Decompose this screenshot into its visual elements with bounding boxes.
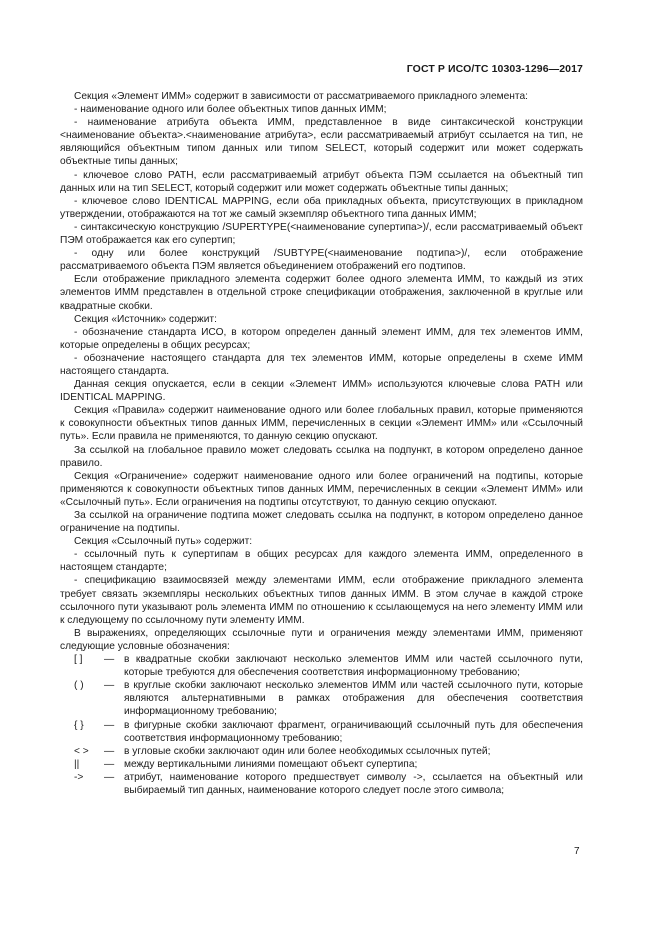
paragraph: За ссылкой на глобальное правило может следовать ссылка на подпункт, в котором определено данное правило. xyxy=(60,444,583,469)
list-item: - наименование атрибута объекта ИММ, представленное в виде синтаксической конструкции <наименование объекта>.<наименование атрибута>, если рассматриваемый атрибут ссылается на тип, не являющийся объектным типом данных или типом SELECT, который содержит или может содержать объектные типы данных; xyxy=(60,117,583,168)
document-body xyxy=(60,90,583,797)
definition-symbol: || xyxy=(74,758,80,770)
list-item: - синтаксическую конструкцию /SUPERTYPE(<наименование супертипа>)/, если рассматриваемый объект ПЭМ отображается как его супертип; xyxy=(60,221,583,247)
list-item: - ключевое слово PATH, если рассматриваемый атрибут объекта ПЭМ ссылается на объектный тип данных или на тип SELECT, который содержит или может содержать объектные типы данных; xyxy=(60,169,583,194)
page-number: 7 xyxy=(574,846,580,857)
definition-row xyxy=(60,719,583,745)
paragraph: В выражениях, определяющих ссылочные пути и ограничения между элементами ИММ, применяют следующие условные обозначения: xyxy=(60,627,583,652)
definition-dash: — xyxy=(104,758,115,770)
list-item: - ключевое слово IDENTICAL MAPPING, если оба прикладных объекта, присутствующих в прикладном утверждении, отображаются на тот же самый экземпляр объектного типа данных ИММ; xyxy=(60,195,583,220)
definition-dash: — xyxy=(104,745,115,757)
definition-text: атрибут, наименование которого предшествует символу ->, ссылается на объектный или выбираемый тип данных, наименование которого следует после этого символа; xyxy=(124,771,583,796)
definition-text: в фигурные скобки заключают фрагмент, ограничивающий ссылочный путь для обеспечения соответствия информационному требованию; xyxy=(124,719,583,744)
paragraph: Секция «Элемент ИММ» содержит в зависимости от рассматриваемого прикладного элемента: xyxy=(74,91,528,102)
paragraph: Секция «Ссылочный путь» содержит: xyxy=(74,536,253,548)
definition-text: в квадратные скобки заключают несколько элементов ИММ или частей ссылочного пути, которые требуются для обеспечения соответствия информационному требованию; xyxy=(124,654,583,679)
paragraph: Секция «Источник» содержит: xyxy=(74,313,217,325)
definition-symbol: < > xyxy=(74,745,89,757)
definition-row xyxy=(60,745,583,758)
paragraph: Данная секция опускается, если в секции «Элемент ИММ» используются ключевые слова PATH или IDENTICAL MAPPING. xyxy=(60,379,583,404)
list-item: - наименование одного или более объектных типов данных ИММ; xyxy=(74,104,387,116)
definition-dash: — xyxy=(104,680,115,692)
list-item: - обозначение стандарта ИСО, в котором определен данный элемент ИММ, для тех элементов ИММ, которые определены в общих ресурсах; xyxy=(60,326,583,351)
definition-text: между вертикальными линиями помещают объект супертипа; xyxy=(124,758,418,770)
definition-row xyxy=(60,679,583,718)
list-item: - ссылочный путь к супертипам в общих ресурсах для каждого элемента ИММ, определенного в настоящем стандарте; xyxy=(60,549,583,574)
paragraph: Секция «Правила» содержит наименование одного или более глобальных правил, которые применяются к совокупности объектных типов данных ИММ, перечисленных в секции «Элемент ИММ» или «Ссылочный путь». Если правила не применяются, то данную секцию опускают. xyxy=(60,405,583,443)
definition-symbol: -> xyxy=(74,771,84,783)
definition-row xyxy=(60,758,583,771)
definition-row xyxy=(60,771,583,797)
list-item: - обозначение настоящего стандарта для тех элементов ИММ, которые определены в схеме ИММ настоящего стандарта. xyxy=(60,352,583,377)
definition-text: в угловые скобки заключают один или более необходимых ссылочных путей; xyxy=(124,745,491,757)
definition-dash: — xyxy=(104,719,115,731)
definition-row xyxy=(60,653,583,679)
paragraph: Если отображение прикладного элемента содержит более одного элемента ИММ, то каждый из этих элементов ИММ представлен в отдельной строке спецификации отображения, заключенной в круглые или квадратные скобки. xyxy=(60,274,583,312)
standard-header: ГОСТ Р ИСО/ТС 10303-1296—2017 xyxy=(406,63,583,75)
paragraph: За ссылкой на ограничение подтипа может следовать ссылка на подпункт, в котором определено данное ограничение на подтипы. xyxy=(60,510,583,535)
list-item: - одну или более конструкций /SUBTYPE(<наименование подтипа>)/, если отображение рассматриваемого объекта ПЭМ является объединением отображений его подтипов. xyxy=(60,248,583,273)
definition-text: в круглые скобки заключают несколько элементов ИММ или частей ссылочного пути, которые являются альтернативными в рамках отображения для обеспечения соответствия информационному требованию; xyxy=(124,680,583,718)
definition-symbol: ( ) xyxy=(74,680,84,692)
definition-symbol: { } xyxy=(74,719,84,731)
definition-dash: — xyxy=(104,771,115,783)
definition-dash: — xyxy=(104,654,115,666)
paragraph: Секция «Ограничение» содержит наименование одного или более ограничений на подтипы, которые применяются к совокупности объектных типов данных ИММ, перечисленных в секции «Элемент ИММ» или «Ссылочный путь». Если ограничения на подтипы отсутствуют, то данную секцию опускают. xyxy=(60,470,583,508)
definition-symbol: [ ] xyxy=(74,654,83,666)
list-item: - спецификацию взаимосвязей между элементами ИММ, если отображение прикладного элемента требует связать экземпляры нескольких объектных типов данных ИММ. В этом случае в каждой строке ссылочного пути указывают роль элемента ИММ по отношению к ссылающемуся на него элементу ИММ или к следующему по ссылочному пути элементу ИММ. xyxy=(60,575,583,626)
